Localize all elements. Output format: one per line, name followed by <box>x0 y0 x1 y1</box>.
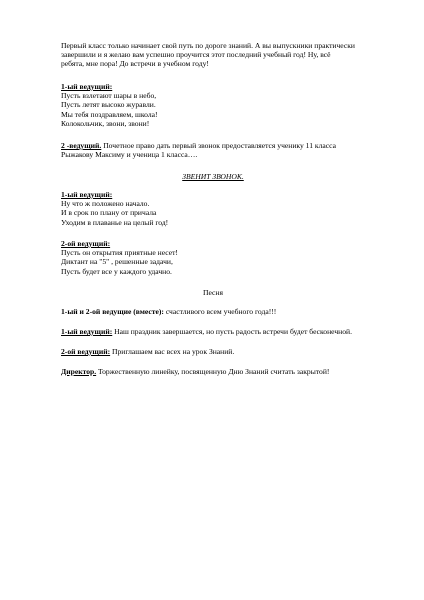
verse-line: Уходим в плаванье на целый год! <box>61 217 169 227</box>
host1-block-b <box>61 190 391 227</box>
verse-line: Ну что ж положено начало. <box>61 199 150 209</box>
verse-line: Пусть взлетают шары в небо, <box>61 91 157 101</box>
host2-line-c <box>61 347 391 356</box>
host2-speaker-b: 2-ой ведущий: <box>61 239 111 248</box>
verse-line: Мы тебя поздравляем, школа! <box>61 109 158 119</box>
verse-line: Пусть летят высоко журавли. <box>61 100 156 110</box>
song-direction <box>61 288 365 297</box>
intro-line-3: ребята, мне пора! До встречи в учебном году! <box>61 59 209 69</box>
host2-speaker-c: 2-ой ведущий: <box>61 347 111 356</box>
host1-speaker-a: 1-ый ведущий: <box>61 82 113 91</box>
song-text: Песня <box>203 288 223 297</box>
intro-paragraph <box>61 41 391 69</box>
host2-speaker-a: 2 -ведущий. <box>61 141 102 150</box>
verse-line: Пусть будет все у каждого удачно. <box>61 266 172 276</box>
bell-text: ЗВЕНИТ ЗВОНОК. <box>182 172 244 181</box>
host2-text-a-line2: Рыжакову Максиму и ученица 1 класса…. <box>61 150 198 160</box>
verse-line: И в срок по плану от причала <box>61 208 157 218</box>
intro-line-1: Первый класс только начинает свой путь по дороге знаний. А вы выпускники практически <box>61 41 355 50</box>
director-speaker: Директор. <box>61 367 97 376</box>
bell-direction <box>61 172 365 181</box>
verse-line: Пусть он открытия приятные несет! <box>61 248 178 258</box>
host1-text-c: Наш праздник завершается, но пусть радость встречи будет бесконечной. <box>112 327 352 336</box>
host1-block-a <box>61 82 391 128</box>
host2-block-b <box>61 239 391 276</box>
host2-text-a: Почетное право дать первый звонок предоставляется ученику 11 класса <box>101 141 336 150</box>
intro-line-2: завершили и я желаю вам успешно проучится этот последний учебный год! Ну, всё <box>61 50 331 60</box>
host1-line-c <box>61 327 391 336</box>
host2-block-a <box>61 141 391 159</box>
together-text: счастливого всем учебного года!!! <box>163 307 277 316</box>
host1-speaker-c: 1-ый ведущий: <box>61 327 113 336</box>
together-speaker: 1-ый и 2-ой ведущие (вместе): <box>61 307 164 316</box>
verse-line: Колокольчик, звони, звони! <box>61 118 150 128</box>
host1-speaker-b: 1-ый ведущий: <box>61 190 113 199</box>
host2-text-c: Приглашаем вас всех на урок Знаний. <box>110 347 235 356</box>
together-line <box>61 307 391 316</box>
director-text: Торжественную линейку, посвященную Дню Знаний считать закрытой! <box>96 367 330 376</box>
verse-line: Диктант на "5" , решенные задачи, <box>61 257 173 267</box>
director-line <box>61 367 391 376</box>
